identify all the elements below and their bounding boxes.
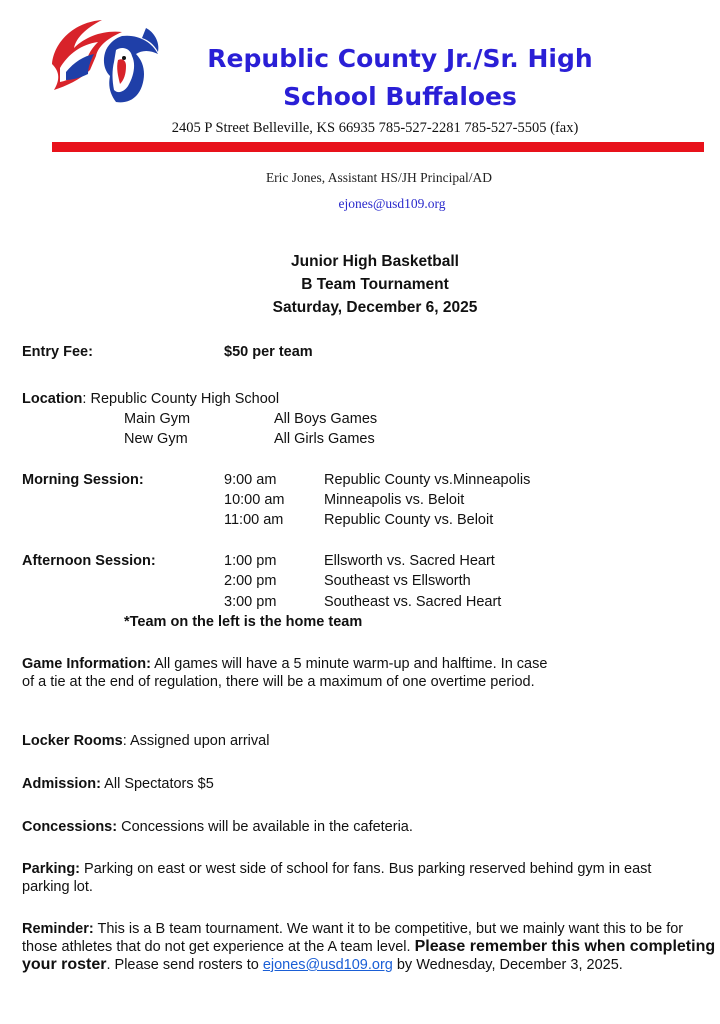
- game-info-label: Game Information:: [22, 656, 151, 672]
- entry-fee-value: $50 per team: [224, 344, 313, 360]
- admission-text: All Spectators $5: [100, 776, 214, 792]
- parking-text: Parking on east or west side of school for fans. Bus parking reserved behind gym in east parking lot.: [22, 861, 652, 895]
- reminder: [22, 920, 716, 974]
- buffalo-mascot-logo: [46, 14, 166, 114]
- admission-label: Admission:: [22, 776, 101, 792]
- concessions: [22, 818, 702, 836]
- parking: [22, 860, 702, 896]
- gym-name: New Gym: [124, 431, 188, 447]
- concessions-text: Concessions will be available in the cafeteria.: [117, 819, 413, 835]
- game-matchup: Southeast vs. Sacred Heart: [324, 594, 502, 610]
- game-info-text: All games will have a 5 minute warm-up and halftime. In case of a tie at the end of regulation, there will be a maximum of one overtime period.: [22, 656, 548, 690]
- school-name: [180, 40, 620, 116]
- principal-name: Eric Jones, Assistant HS/JH Principal/AD: [265, 170, 493, 185]
- game-information: [22, 655, 562, 691]
- event-title-line2: B Team Tournament: [301, 276, 449, 293]
- parking-label: Parking:: [22, 861, 81, 877]
- reminder-text: by Wednesday, December 3, 2025.: [392, 957, 623, 973]
- reminder-label: Reminder:: [22, 921, 94, 937]
- game-matchup: Minneapolis vs. Beloit: [324, 492, 465, 508]
- location-value: : Republic County High School: [82, 391, 280, 407]
- event-date: Saturday, December 6, 2025: [272, 299, 478, 316]
- location-label: Location: [22, 391, 83, 407]
- gym-name: Main Gym: [124, 411, 191, 427]
- event-title-line1: Junior High Basketball: [291, 253, 459, 270]
- gym-games: All Girls Games: [274, 431, 375, 447]
- game-time: 11:00 am: [224, 512, 284, 528]
- game-matchup: Republic County vs. Beloit: [324, 512, 494, 528]
- game-matchup: Republic County vs.Minneapolis: [324, 472, 531, 488]
- concessions-label: Concessions:: [22, 819, 118, 835]
- locker-label: Locker Rooms: [22, 733, 123, 749]
- morning-session-label: Morning Session:: [22, 472, 144, 488]
- game-matchup: Ellsworth vs. Sacred Heart: [324, 553, 495, 569]
- location-line: [22, 391, 279, 407]
- game-time: 10:00 am: [224, 492, 285, 508]
- game-time: 1:00 pm: [224, 553, 277, 569]
- reminder-text: This is a B team tournament. We want it to be competitive, but we mainly want this to be for those athletes that do not get experience at the A team level.: [22, 921, 684, 955]
- game-time: 3:00 pm: [224, 594, 277, 610]
- event-title: [0, 250, 720, 319]
- school-address: 2405 P Street Belleville, KS 66935 785-527-2281 785-527-5505 (fax): [171, 120, 579, 136]
- game-time: 2:00 pm: [224, 573, 277, 589]
- locker-text: : Assigned upon arrival: [122, 733, 270, 749]
- admission: [22, 775, 702, 793]
- gym-games: All Boys Games: [274, 411, 378, 427]
- locker-rooms: [22, 732, 702, 750]
- game-time: 9:00 am: [224, 472, 277, 488]
- game-matchup: Southeast vs Ellsworth: [324, 573, 471, 589]
- school-name-line2: School Buffaloes: [283, 82, 517, 111]
- reminder-emphasis: Please remember this when completing your roster: [22, 938, 716, 973]
- reminder-text: . Please send rosters to: [106, 957, 263, 973]
- afternoon-session-label: Afternoon Session:: [22, 553, 156, 569]
- principal-email[interactable]: ejones@usd109.org: [338, 196, 446, 211]
- home-team-note: *Team on the left is the home team: [124, 614, 363, 630]
- school-name-line1: Republic County Jr./Sr. High: [207, 44, 593, 73]
- entry-fee-label: Entry Fee:: [22, 344, 93, 360]
- header-divider: [52, 142, 704, 152]
- roster-email-link[interactable]: ejones@usd109.org: [262, 957, 393, 973]
